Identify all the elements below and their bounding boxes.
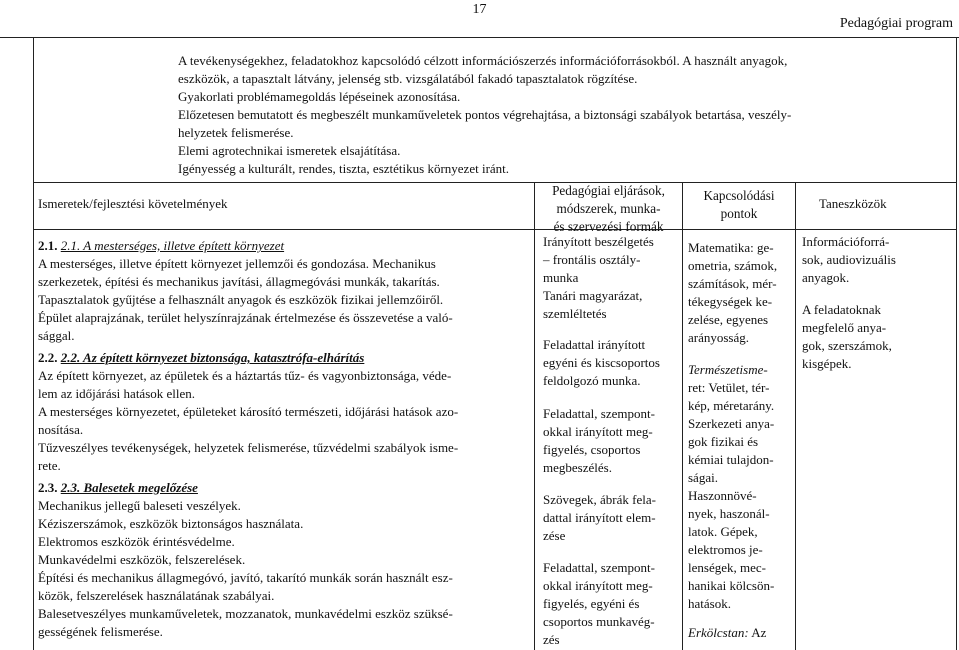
link-line: Szerkezeti anya- [688, 416, 775, 431]
text-line: Kéziszerszámok, eszközök biztonságos használata. [38, 516, 304, 531]
col2-divider [534, 182, 535, 650]
method-line: szemléltetés [543, 306, 607, 321]
subject-label: Erkölcstan: [688, 625, 749, 640]
header-row-rule [33, 229, 957, 230]
header-rule [0, 37, 959, 38]
col3-header-line: pontok [720, 206, 758, 221]
text-line: Mechanikus jellegű baleseti veszélyek. [38, 498, 241, 513]
text-line: Az épített környezet, az épületek és a háztartás tűz- és vagyonbiztonsága, véde- [38, 368, 452, 383]
text-line: nosítása. [38, 422, 84, 437]
method-line: Irányított beszélgetés [543, 234, 654, 249]
text-line: A mesterséges környezetet, épületeket károsító természeti, időjárási hatások azo- [38, 404, 459, 419]
method-line: okkal irányított meg- [543, 578, 653, 593]
link-line: Matematika: ge- [688, 240, 774, 255]
link-line: kémiai tulajdon- [688, 452, 774, 467]
text-line: Épület alaprajzának, terület helyszínrajzának értelmezése és összevetése a való- [38, 310, 453, 325]
section-title-text: 2.3. Balesetek megelőzése [60, 480, 198, 495]
program-title: Pedagógiai program [839, 16, 953, 31]
text-line: Tűzveszélyes tevékenységek, helyzetek felismerése, tűzvédelmi szabályok isme- [38, 440, 459, 455]
intro-line: helyzetek felismerése. [178, 125, 294, 140]
link-line: zelése, egyenes [688, 312, 769, 327]
method-line: Feladattal, szempont- [543, 560, 655, 575]
text-line: gességének felismerése. [38, 624, 163, 639]
link-line: számítások, mér- [688, 276, 777, 291]
method-line: Feladattal, szempont- [543, 406, 655, 421]
intro-line: A tevékenységekhez, feladatokhoz kapcsolódó célzott információszerzés információforrásokból. A használt anyagok, [178, 53, 788, 68]
tool-line: kisgépek. [802, 356, 852, 371]
tool-line: anyagok. [802, 270, 850, 285]
text-line: rete. [38, 458, 61, 473]
section-title-2-2: 2.2. 2.2. Az épített környezet biztonsága, katasztrófa-elhárítás [38, 350, 365, 365]
section-title-2-3: 2.3. 2.3. Balesetek megelőzése [38, 480, 198, 495]
left-border [33, 37, 34, 650]
method-line: Tanári magyarázat, [543, 288, 643, 303]
link-line: tékegységek ke- [688, 294, 773, 309]
link-line: nyek, haszonál- [688, 506, 770, 521]
tool-line: Információforrá- [802, 234, 890, 249]
intro-line: Igényesség a kulturált, rendes, tiszta, esztétikus környezet iránt. [178, 161, 510, 176]
method-line: Szövegek, ábrák fela- [543, 492, 656, 507]
intro-line: eszközök, a tapasztalt látvány, jelenség stb. vizsgálatából fakadó tapasztalatok rögzítése. [178, 71, 638, 86]
text-line: lem az időjárási hatások ellen. [38, 386, 196, 401]
link-line: hanikai kölcsön- [688, 578, 775, 593]
method-line: csoportos munkavég- [543, 614, 655, 629]
section-title-text: 2.2. Az épített környezet biztonsága, katasztrófa-elhárítás [60, 350, 365, 365]
link-line: lenségek, mec- [688, 560, 766, 575]
method-line: Feladattal irányított [543, 337, 646, 352]
link-line: kép, méretarány. [688, 398, 775, 413]
method-line: egyéni és kiscsoportos [543, 355, 660, 370]
tool-line: A feladatoknak [802, 302, 882, 317]
tool-line: megfelelő anya- [802, 320, 887, 335]
text-line: Balesetveszélyes munkaműveletek, mozzanatok, munkavédelmi eszköz szüksé- [38, 606, 453, 621]
ethics-line [688, 624, 766, 642]
link-line: ságai. [688, 470, 718, 485]
intro-line: Gyakorlati problémamegoldás lépéseinek azonosítása. [178, 89, 461, 104]
right-border [956, 37, 957, 650]
page-number: 17 [472, 2, 487, 17]
link-line: gok fizikai és [688, 434, 759, 449]
link-line: ometria, számok, [688, 258, 778, 273]
method-line: – frontális osztály- [543, 252, 641, 267]
text-line: Építési és mechanikus állagmegóvó, javító, takarító munkák során használt esz- [38, 570, 453, 585]
method-line: figyelés, egyéni és [543, 596, 640, 611]
method-line: zése [543, 528, 566, 543]
col2-header [535, 182, 682, 236]
col3-header-line: Kapcsolódási [703, 188, 775, 203]
link-line: Haszonnövé- [688, 488, 757, 503]
col4-header: Taneszközök [819, 196, 887, 211]
text-line: közök, felszerelések használatának szabályai. [38, 588, 275, 603]
link-text: Az [748, 625, 767, 640]
section-title-2-1: 2.1. 2.1. A mesterséges, illetve épített környezet [38, 238, 285, 253]
link-line: latok. Gépek, [688, 524, 758, 539]
intro-line: Elemi agrotechnikai ismeretek elsajátítása. [178, 143, 401, 158]
tool-line: gok, szerszámok, [802, 338, 892, 353]
intro-line: Előzetesen bemutatott és megbeszélt munkaműveletek pontos végrehajtása, a biztonsági szabályok betartása, veszély- [178, 107, 792, 122]
intro-bottom-rule [33, 182, 957, 183]
link-line: elektromos je- [688, 542, 763, 557]
col3-divider [682, 182, 683, 650]
col2-header-line: Pedagógiai eljárások, [552, 183, 665, 198]
link-line: hatások. [688, 596, 731, 611]
text-line: sággal. [38, 328, 75, 343]
col3-header [683, 187, 795, 223]
link-line: ret: Vetület, tér- [688, 380, 770, 395]
col4-divider [795, 182, 796, 650]
section-title-text: 2.1. A mesterséges, illetve épített környezet [60, 238, 285, 253]
method-line: megbeszélés. [543, 460, 612, 475]
text-line: A mesterséges, illetve épített környezet jellemzői és gondozása. Mechanikus [38, 256, 436, 271]
subject-label: Természetisme- [688, 362, 768, 377]
method-line: okkal irányított meg- [543, 424, 653, 439]
text-line: szerkezetek, építési és mechanikus javítási, állagmegóvási munkák, takarítás. [38, 274, 440, 289]
method-line: dattal irányított elem- [543, 510, 656, 525]
tool-line: sok, audiovizuális [802, 252, 896, 267]
col2-header-line: módszerek, munka- [556, 201, 661, 216]
text-line: Munkavédelmi eszközök, felszerelések. [38, 552, 246, 567]
col1-header: Ismeretek/fejlesztési követelmények [38, 196, 228, 211]
text-line: Tapasztalatok gyűjtése a felhasznált anyagok és eszközök fizikai jellemzőiről. [38, 292, 444, 307]
link-line: arányosság. [688, 330, 750, 345]
method-line: feldolgozó munka. [543, 373, 641, 388]
method-line: zés [543, 632, 560, 647]
method-line: munka [543, 270, 579, 285]
text-line: Elektromos eszközök érintésvédelme. [38, 534, 235, 549]
col2-header-line: és szervezési formák [553, 219, 664, 234]
method-line: figyelés, csoportos [543, 442, 641, 457]
